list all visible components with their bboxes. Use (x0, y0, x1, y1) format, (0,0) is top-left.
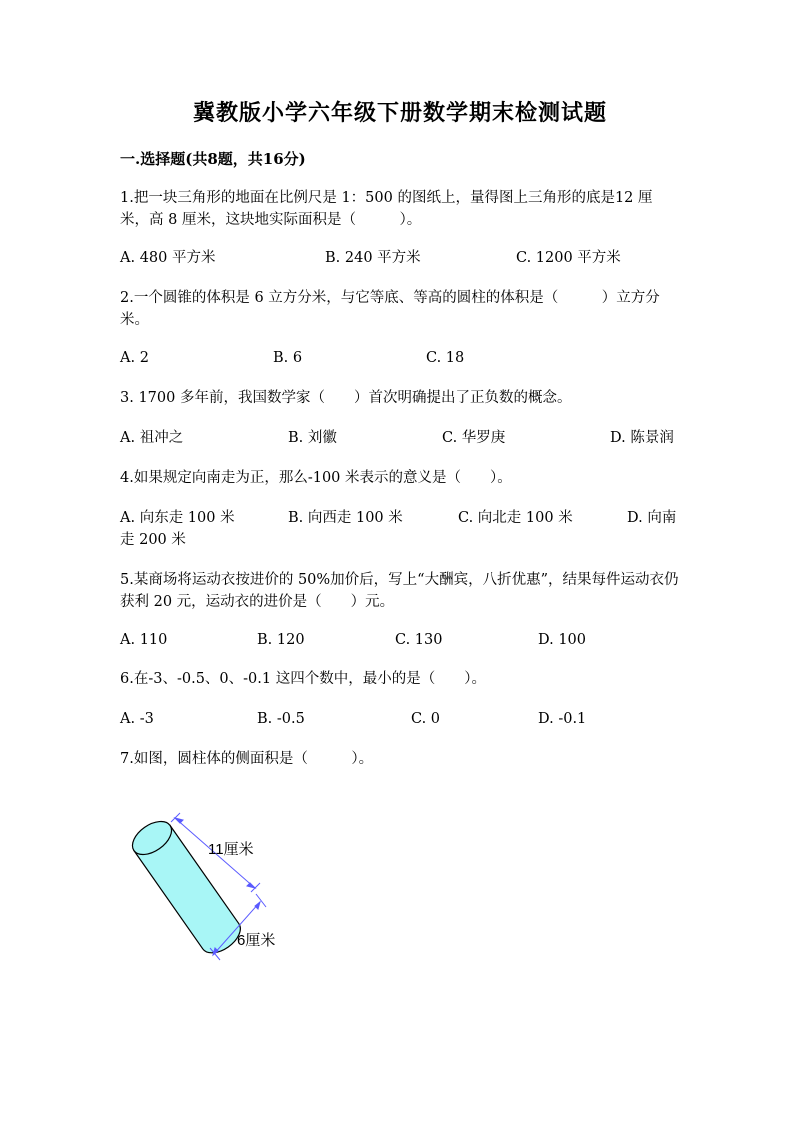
option-c: C. 1200 平方米 (516, 250, 621, 266)
cylinder-diagram (120, 800, 320, 970)
page-title: 冀教版小学六年级下册数学期末检测试题 (192, 100, 607, 126)
option-b: B. 刘徽 (288, 430, 337, 446)
option-b: B. 6 (273, 350, 303, 366)
question-2: 2.一个圆锥的体积是 6 立方分米，与它等底、等高的圆柱的体积是（ ）立方分米。 (120, 290, 660, 328)
question-1: 1.把一块三角形的地面在比例尺是 1：500 的图纸上，量得图上三角形的底是12 厘米，高 8 厘米，这块地实际面积是（ ）。 (120, 190, 653, 228)
question-7: 7.如图，圆柱体的侧面积是（ ）。 (120, 751, 374, 767)
question-6: 6.在-3、-0.5、0、-0.1 这四个数中，最小的是（ ）。 (120, 671, 486, 687)
option-c: C. 18 (426, 350, 465, 366)
option-c: C. 130 (395, 632, 443, 648)
option-a: A. 110 (120, 632, 168, 648)
question-4: 4.如果规定向南走为正，那么-100 米表示的意义是（ ）。 (120, 470, 512, 486)
option-b: B. -0.5 (257, 711, 305, 727)
question-5: 5.某商场将运动衣按进价的 50%加价后，写上“大酬宾，八折优惠”，结果每件运动衣仍获利 20 元，运动衣的进价是（ ）元。 (120, 572, 679, 610)
options-2 (120, 347, 680, 369)
option-d: D. -0.1 (538, 711, 587, 727)
diameter-label: 6厘米 (237, 932, 276, 949)
question-3: 3. 1700 多年前，我国数学家（ ）首次明确提出了正负数的概念。 (120, 390, 572, 406)
options-3 (120, 427, 680, 449)
option-a: A. 2 (120, 350, 149, 366)
options-4 (120, 507, 680, 529)
options-6 (120, 708, 680, 730)
option-c: C. 0 (411, 711, 441, 727)
option-c: C. 向北走 100 米 (458, 510, 573, 526)
section-heading: 一.选择题(共8题，共16分) (120, 150, 306, 168)
option-a: A. 480 平方米 (120, 250, 216, 266)
option-d-continued: 走 200 米 (120, 532, 186, 548)
option-a: A. -3 (120, 711, 154, 727)
option-c: C. 华罗庚 (442, 430, 506, 446)
option-b: B. 240 平方米 (325, 250, 421, 266)
option-d: D. 陈景润 (610, 430, 674, 446)
option-b: B. 120 (257, 632, 305, 648)
options-5 (120, 629, 680, 651)
option-b: B. 向西走 100 米 (288, 510, 403, 526)
cylinder-figure (120, 800, 320, 974)
options-1 (120, 247, 680, 269)
length-label: 11厘米 (208, 841, 254, 858)
option-a: A. 向东走 100 米 (120, 510, 235, 526)
option-d: D. 向南 (627, 510, 677, 526)
options-4-wrap (120, 529, 680, 551)
option-a: A. 祖冲之 (120, 430, 184, 446)
option-d: D. 100 (538, 632, 587, 648)
